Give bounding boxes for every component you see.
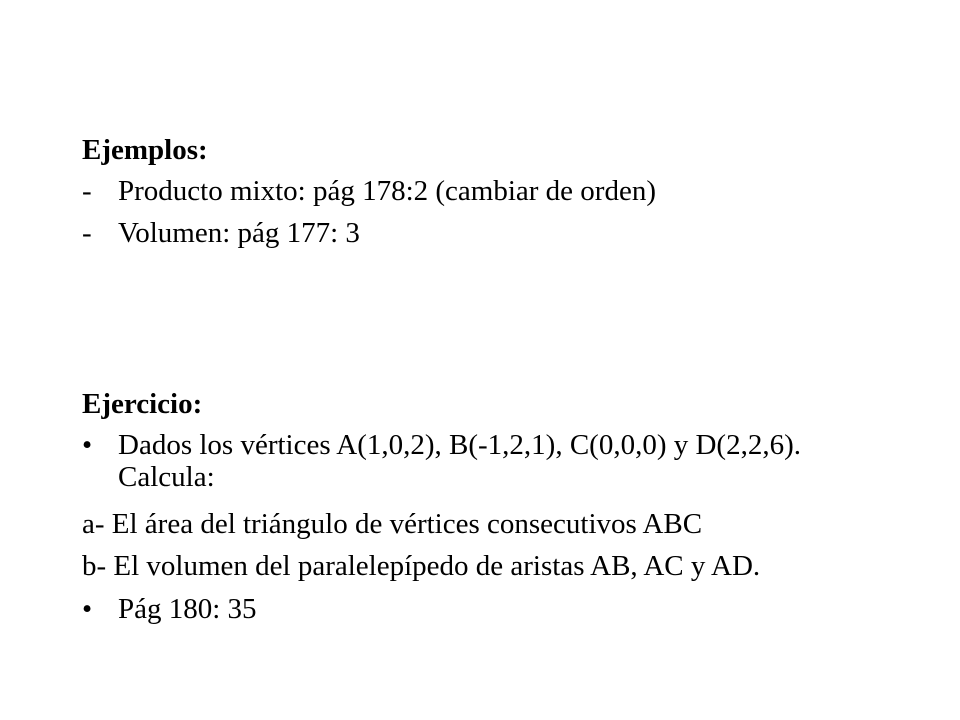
ejemplos-item <box>82 174 842 208</box>
dash-marker: - <box>82 175 92 207</box>
ejemplos-item-text: Producto mixto: pág 178:2 (cambiar de orden) <box>118 175 656 207</box>
ejercicio-bullet-line-1: Dados los vértices A(1,0,2), B(-1,2,1), C(0,0,0) y D(2,2,6). <box>118 429 802 461</box>
ejercicio-bullet-item <box>82 592 842 626</box>
ejemplos-item <box>82 216 842 250</box>
ejercicio-part-a: a- El área del triángulo de vértices consecutivos ABC <box>82 508 703 540</box>
ejercicio-part-b: b- El volumen del paralelepípedo de aristas AB, AC y AD. <box>82 550 761 582</box>
ejercicio-bullet-line-2: Calcula: <box>118 461 215 493</box>
ejercicio-bullet-item <box>82 428 922 496</box>
ejemplos-item-text: Volumen: pág 177: 3 <box>118 217 360 249</box>
ejercicio-heading: Ejercicio: <box>82 388 203 420</box>
bullet-marker: • <box>82 429 93 461</box>
bullet-marker: • <box>82 593 93 625</box>
ejercicio-bullet-text: Pág 180: 35 <box>118 593 257 625</box>
ejemplos-heading: Ejemplos: <box>82 134 208 166</box>
dash-marker: - <box>82 217 92 249</box>
